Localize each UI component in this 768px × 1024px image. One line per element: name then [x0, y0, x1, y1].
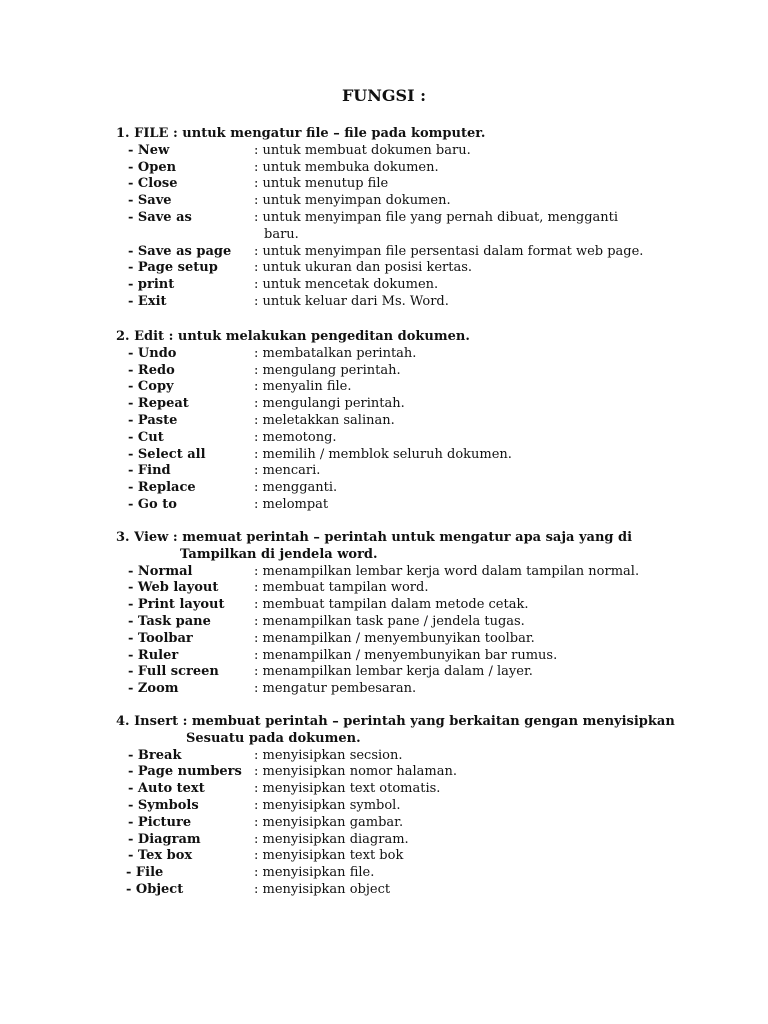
list-item [116, 580, 736, 597]
item-description: : untuk membuka dokumen. [254, 159, 439, 175]
list-item [116, 815, 736, 832]
item-description: : menyisipkan secsion. [254, 747, 403, 763]
item-name: - Print layout [128, 597, 225, 613]
item-description: : menampilkan / menyembunyikan toolbar. [254, 630, 535, 646]
item-description: : menyisipkan diagram. [254, 831, 409, 847]
item-name: - Copy [128, 379, 174, 395]
list-item [116, 597, 736, 614]
item-description: : menyisipkan object [254, 881, 391, 897]
list-item [116, 664, 736, 681]
item-name: - Toolbar [128, 630, 193, 646]
list-item [116, 447, 736, 464]
item-name: - Save [128, 193, 172, 209]
item-description: : mengatur pembesaran. [254, 681, 417, 697]
item-description: : untuk mencetak dokumen. [254, 277, 439, 293]
item-description: : untuk menyimpan file persentasi dalam format web page. [254, 243, 644, 259]
item-description: : meletakkan salinan. [254, 412, 395, 428]
list-item [116, 379, 736, 396]
list-item [116, 346, 736, 363]
item-description: : menyisipkan nomor halaman. [254, 764, 458, 780]
item-description: : menyisipkan gambar. [254, 814, 404, 830]
section-heading: 3. View : memuat perintah – perintah untuk mengatur apa saja yang di [116, 530, 633, 545]
item-name: - Picture [128, 814, 192, 830]
item-description: : menampilkan / menyembunyikan bar rumus. [254, 647, 558, 663]
item-name: - Object [126, 881, 184, 897]
list-item [116, 832, 736, 849]
item-name: - Undo [128, 345, 177, 361]
item-description: : mengulangi perintah. [254, 396, 405, 412]
list-item [116, 798, 736, 815]
list-item [116, 865, 736, 882]
item-description: : menyalin file. [254, 379, 352, 395]
item-description: : memilih / memblok seluruh dokumen. [254, 446, 512, 462]
item-name: - Auto text [128, 781, 205, 797]
list-item [116, 882, 736, 899]
item-description: : untuk ukuran dan posisi kertas. [254, 260, 473, 276]
list-item [116, 176, 736, 193]
list-item [116, 748, 736, 765]
section-heading: 1. FILE : untuk mengatur file – file pada komputer. [116, 126, 486, 141]
item-name: - Repeat [128, 396, 189, 412]
item-description: : menyisipkan symbol. [254, 797, 401, 813]
list-item [116, 764, 736, 781]
section-file [116, 126, 736, 311]
item-name: - Select all [128, 446, 206, 462]
list-item [116, 363, 736, 380]
list-item [116, 143, 736, 160]
section-heading: 4. Insert : membuat perintah – perintah yang berkaitan gengan menyisipkan [116, 714, 675, 729]
list-item [116, 160, 736, 177]
item-name: - Zoom [128, 681, 179, 697]
list-item [116, 413, 736, 430]
item-name: - Go to [128, 496, 177, 512]
item-description: : untuk membuat dokumen baru. [254, 142, 471, 158]
item-name: - Page setup [128, 260, 218, 276]
list-item [116, 614, 736, 631]
list-item [116, 193, 736, 210]
item-description: : melompat [254, 496, 329, 512]
item-name: - Cut [128, 429, 164, 445]
section-heading-continuation: Sesuatu pada dokumen. [186, 730, 361, 746]
item-description: : mengulang perintah. [254, 362, 401, 378]
item-name: - Symbols [128, 797, 199, 813]
list-item [116, 396, 736, 413]
item-name: - Diagram [128, 831, 201, 847]
item-description: : menampilkan lembar kerja dalam / layer. [254, 664, 533, 680]
item-name: - Open [128, 159, 177, 175]
item-name: - print [128, 277, 175, 293]
item-name: - Close [128, 176, 178, 192]
item-name: - Normal [128, 563, 193, 579]
item-description: : menyisipkan text bok [254, 848, 404, 864]
section-insert [116, 714, 736, 899]
item-description: : untuk keluar dari Ms. Word. [254, 293, 449, 309]
item-name: - Redo [128, 362, 175, 378]
item-description: : memotong. [254, 429, 337, 445]
list-item [116, 564, 736, 581]
item-name: - Full screen [128, 664, 219, 680]
list-item [116, 848, 736, 865]
item-name: - File [126, 865, 164, 881]
item-name: - Find [128, 463, 171, 479]
section-view [116, 530, 736, 698]
item-description: : untuk menutup file [254, 176, 389, 192]
list-item-continuation [116, 227, 736, 244]
item-name: - Save as page [128, 243, 232, 259]
list-item [116, 277, 736, 294]
list-item [116, 260, 736, 277]
item-name: - Replace [128, 480, 196, 496]
item-name: - Web layout [128, 580, 219, 596]
item-description-continuation: baru. [264, 226, 299, 242]
item-name: - Save as [128, 209, 192, 225]
section-heading-continuation: Tampilkan di jendela word. [180, 546, 378, 562]
item-description: : menampilkan lembar kerja word dalam tampilan normal. [254, 563, 640, 579]
item-description: : menampilkan task pane / jendela tugas. [254, 613, 525, 629]
list-item [116, 781, 736, 798]
item-name: - Task pane [128, 613, 211, 629]
item-description: : menyisipkan text otomatis. [254, 781, 441, 797]
list-item [116, 430, 736, 447]
item-description: : mencari. [254, 463, 321, 479]
list-item [116, 480, 736, 497]
item-name: - Page numbers [128, 764, 242, 780]
section-heading: 2. Edit : untuk melakukan pengeditan dokumen. [116, 329, 470, 344]
item-name: - Exit [128, 293, 167, 309]
section-edit [116, 329, 736, 514]
list-item [116, 631, 736, 648]
list-item [116, 210, 736, 227]
list-item [116, 294, 736, 311]
item-description: : membuat tampilan word. [254, 580, 429, 596]
page-title: FUNGSI : [341, 86, 427, 105]
item-name: - New [128, 142, 170, 158]
item-name: - Paste [128, 412, 178, 428]
list-item [116, 497, 736, 514]
item-name: - Tex box [128, 848, 193, 864]
list-item [116, 648, 736, 665]
item-name: - Ruler [128, 647, 179, 663]
item-description: : untuk menyimpan dokumen. [254, 193, 451, 209]
item-name: - Break [128, 747, 182, 763]
item-description: : menyisipkan file. [254, 865, 375, 881]
list-item [116, 681, 736, 698]
list-item [116, 463, 736, 480]
item-description: : membuat tampilan dalam metode cetak. [254, 597, 529, 613]
list-item [116, 244, 736, 261]
item-description: : mengganti. [254, 480, 338, 496]
item-description: : untuk menyimpan file yang pernah dibuat, mengganti [254, 209, 619, 225]
item-description: : membatalkan perintah. [254, 345, 417, 361]
